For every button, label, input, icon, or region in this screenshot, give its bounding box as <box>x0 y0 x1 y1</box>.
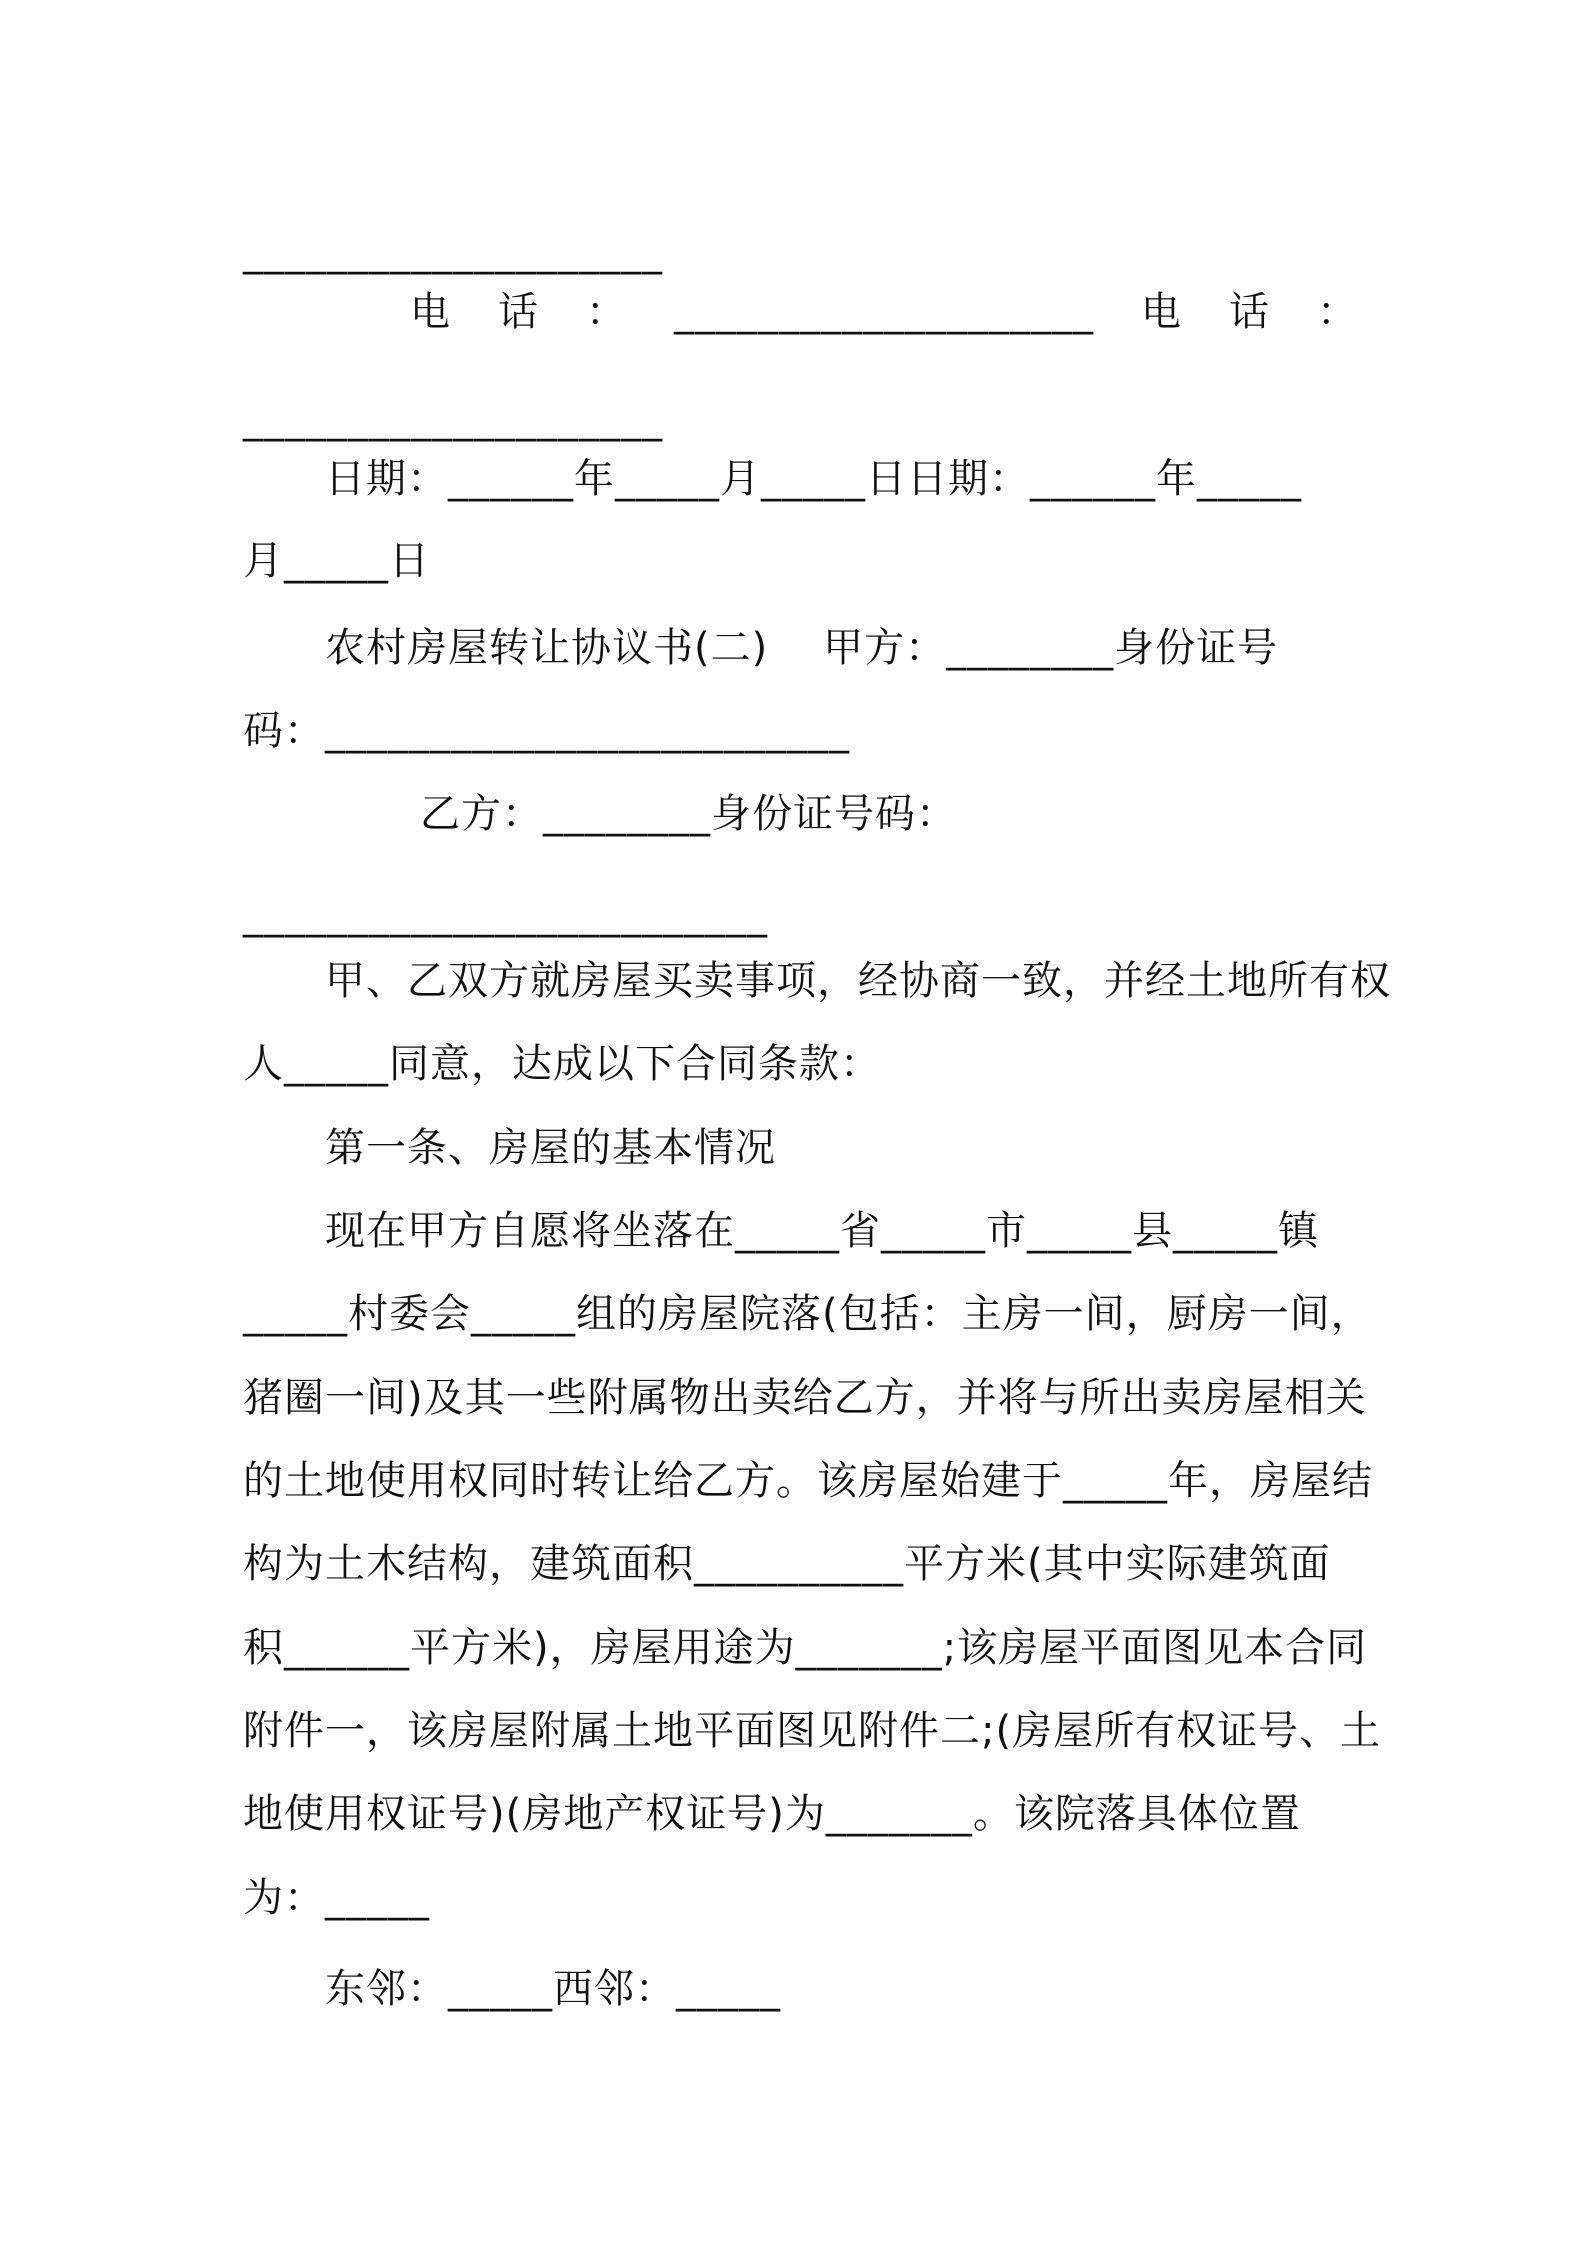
paragraph-line: 为：_____ <box>243 1875 430 1921</box>
phone-label-char: 话 <box>498 289 539 335</box>
phone-label-char: ： <box>586 289 627 335</box>
phone-label-char: 话 <box>1229 289 1270 335</box>
blank-underline-line: ____________________ <box>243 229 663 275</box>
blank-underline-line: _________________________ <box>243 892 768 938</box>
paragraph-line: _____村委会_____组的房屋院落(包括：主房一间，厨房一间， <box>243 1291 1372 1337</box>
paragraph-line: 甲、乙双方就房屋买卖事项，经协商一致，并经土地所有权 <box>325 958 1391 1004</box>
phone-label-char: 电 <box>1141 289 1182 335</box>
section-heading: 第一条、房屋的基本情况 <box>325 1125 776 1171</box>
date-line: 日期：______年_____月_____日日期：______年_____ <box>325 456 1302 502</box>
agreement-title-line: 农村房屋转让协议书(二) 甲方：________身份证号 <box>325 625 1279 671</box>
blank-underline-line: ____________________ <box>243 396 663 442</box>
date-line-continued: 月_____日 <box>243 538 430 584</box>
phone-line <box>410 288 1358 336</box>
id-number-line: 码：_________________________ <box>243 708 850 754</box>
neighbor-line: 东邻：_____西邻：_____ <box>325 1966 781 2012</box>
phone-label-char: ： <box>1317 289 1358 335</box>
party-b-line: 乙方：________身份证号码： <box>420 791 957 837</box>
paragraph-line: 猪圈一间)及其一些附属物出卖给乙方，并将与所出卖房屋相关 <box>243 1375 1367 1421</box>
phone-blank: ____________________ <box>674 289 1094 335</box>
paragraph-line: 的土地使用权同时转让给乙方。该房屋始建于_____年，房屋结 <box>243 1458 1373 1504</box>
paragraph-line: 附件一，该房屋附属土地平面图见附件二;(房屋所有权证号、土 <box>243 1708 1382 1754</box>
paragraph-line: 积______平方米)，房屋用途为_______;该房屋平面图见本合同 <box>243 1625 1368 1671</box>
paragraph-line: 人_____同意，达成以下合同条款： <box>243 1041 881 1087</box>
paragraph-line: 现在甲方自愿将坐落在_____省_____市_____县_____镇 <box>325 1208 1319 1254</box>
paragraph-line: 构为土木结构，建筑面积__________平方米(其中实际建筑面 <box>243 1541 1331 1587</box>
paragraph-line: 地使用权证号)(房地产权证号)为_______。该院落具体位置 <box>243 1791 1301 1837</box>
phone-label-char: 电 <box>410 289 451 335</box>
